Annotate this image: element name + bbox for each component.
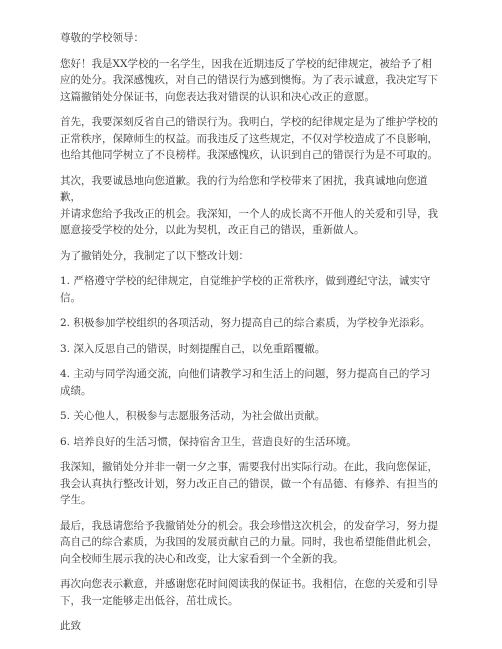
paragraph-commitment	[60, 459, 442, 509]
text-line: 其次，我要诚恳地向您道歉。我的行为给您和学校带来了困扰，我真诚地向您道歉，	[60, 174, 428, 203]
plan-item-4	[60, 366, 442, 399]
paragraph-apology	[60, 173, 442, 239]
text-line: 下，我一定能够走出低谷，茁壮成长。	[60, 594, 239, 607]
paragraph-intro	[60, 56, 442, 106]
letter-closing: 此致	[60, 620, 81, 632]
text-line: 学生。	[60, 494, 92, 506]
text-line: 高自己的综合素质，为我国的发展贡献自己的力量。同时，我也希望能借此机会，	[60, 536, 438, 548]
plan-item-6	[60, 434, 442, 451]
text-line: 您好！我是XX学校的一名学生，因我在近期违反了学校的纪律规定，被给予了相	[60, 57, 432, 70]
text-line: 我深知，撤销处分并非一朝一夕之事，需要我付出实际行动。在此，我向您保证，	[60, 461, 438, 473]
text-line: 3. 深入反思自己的错误，时刻提醒自己，以免重蹈覆辙。	[60, 342, 326, 355]
text-line: 愿意接受学校的处分，以此为契机，改正自己的错误，重新做人。	[60, 224, 365, 236]
paragraph-request	[60, 518, 442, 568]
text-line: 并请求您给予我改正的机会。我深知，一个人的成长离不开他人的关爱和引导，我	[60, 207, 438, 220]
paragraph-plan-intro	[60, 248, 442, 265]
text-line: 正常秩序，保障师生的权益。而我违反了这些规定，不仅对学校造成了不良影响，	[60, 132, 438, 145]
text-line: 2. 积极参加学校组织的各项活动，努力提高自己的综合素质，为学校争光添彩。	[60, 317, 431, 329]
text-line: 4. 主动与同学沟通交流，向他们请教学习和生活上的问题，努力提高自己的学习	[60, 368, 431, 380]
letter-greeting: 尊敬的学校领导：	[60, 32, 144, 44]
text-line: 也给其他同学树立了不良榜样。我深感愧疚，认识到自己的错误行为是不可取的。	[60, 149, 438, 161]
plan-item-5	[60, 408, 442, 425]
text-line: 最后，我恳请您给予我撤销处分的机会。我会珍惜这次机会，的发奋学习，努力提	[60, 519, 438, 532]
text-line: 首先，我要深刻反省自己的错误行为。我明白，学校的纪律规定是为了维护学校的	[60, 116, 438, 128]
text-line: 1. 严格遵守学校的纪律规定，自觉维护学校的正常秩序，做到遵纪守法，诚实守	[60, 275, 431, 287]
plan-item-1	[60, 273, 442, 306]
text-line: 我会认真执行整改计划，努力改正自己的错误，做一个有品德、有修养、有担当的	[60, 477, 438, 490]
text-line: 向全校师生展示我的决心和改变，让大家看到一个全新的我。	[60, 552, 344, 565]
text-line: 成绩。	[60, 384, 92, 397]
text-line: 6. 培养良好的生活习惯，保持宿舍卫生，营造良好的生活环境。	[60, 435, 357, 448]
paragraph-reflection	[60, 114, 442, 164]
text-line: 再次向您表示歉意，并感谢您花时间阅读我的保证书。我相信，在您的关爱和引导	[60, 578, 438, 590]
plan-item-2	[60, 315, 442, 332]
text-line: 应的处分。我深感愧疚，对自己的错误行为感到懊悔。为了表示诚意，我决定写下	[60, 74, 438, 86]
paragraph-thanks	[60, 576, 442, 609]
plan-item-3	[60, 341, 442, 358]
text-line: 5. 关心他人，积极参与志愿服务活动，为社会做出贡献。	[60, 410, 326, 422]
text-line: 为了撤销处分，我制定了以下整改计划：	[60, 249, 249, 262]
text-line: 信。	[60, 291, 81, 304]
text-line: 这篇撤销处分保证书，向您表达我对错误的认识和决心改正的意愿。	[60, 90, 375, 103]
